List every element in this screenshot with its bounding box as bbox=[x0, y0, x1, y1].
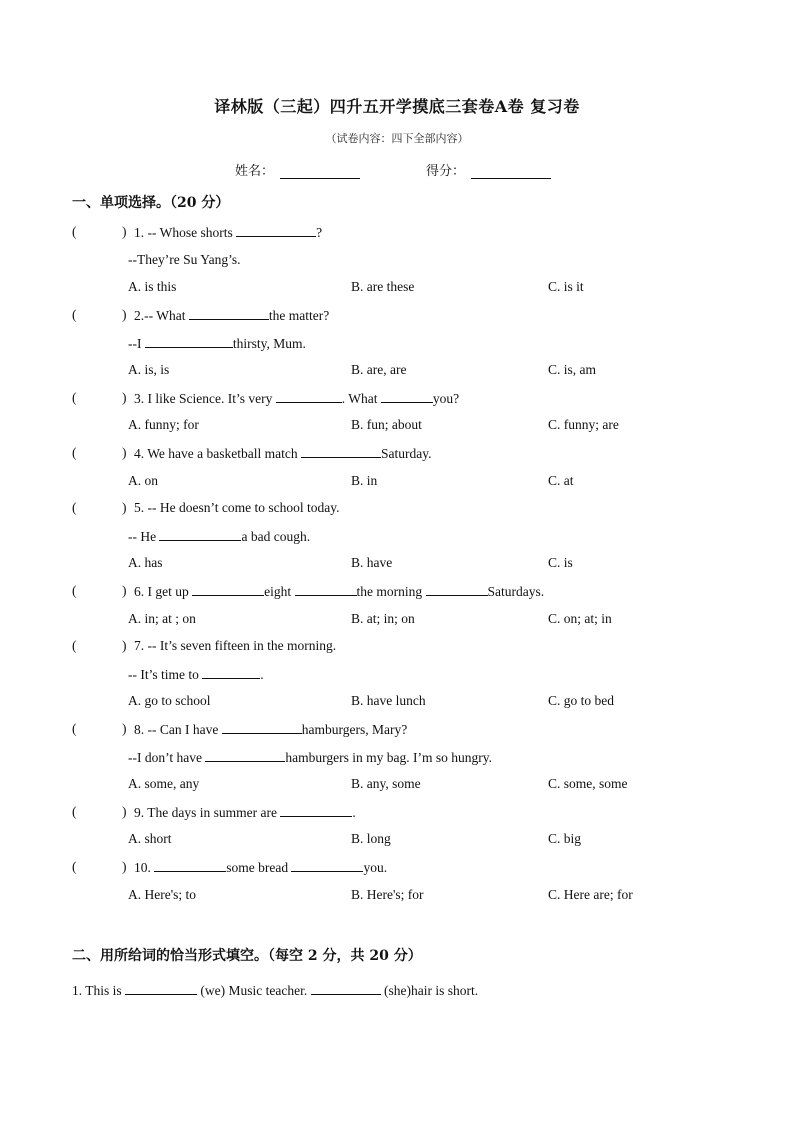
answer-blank[interactable] bbox=[202, 665, 260, 679]
option-b[interactable]: B. any, some bbox=[351, 776, 421, 791]
name-label: 姓名： bbox=[235, 164, 275, 179]
score-field[interactable] bbox=[471, 164, 551, 179]
option-b[interactable]: B. have bbox=[351, 555, 393, 570]
answer-blank[interactable] bbox=[295, 582, 357, 596]
option-c[interactable]: C. is bbox=[548, 555, 573, 570]
answer-blank[interactable] bbox=[189, 306, 269, 320]
fill-question-1: 1. This is (we) Music teacher. (she)hair is short. bbox=[72, 983, 479, 998]
answer-blank[interactable] bbox=[236, 223, 316, 237]
option-a[interactable]: A. go to school bbox=[128, 693, 211, 708]
page-subtitle: （试卷内容：四下全部内容） bbox=[325, 132, 469, 145]
option-a[interactable]: A. on bbox=[128, 473, 158, 488]
answer-blank[interactable] bbox=[205, 748, 285, 762]
option-c[interactable]: C. funny; are bbox=[548, 417, 619, 432]
option-a[interactable]: A. has bbox=[128, 555, 163, 570]
option-a[interactable]: A. funny; for bbox=[128, 417, 199, 432]
page-title: 译林版（三起）四升五开学摸底三套卷A卷 复习卷 bbox=[214, 97, 580, 116]
option-c[interactable]: C. on; at; in bbox=[548, 611, 612, 626]
option-b[interactable]: B. Here's; for bbox=[351, 887, 424, 902]
answer-blank[interactable] bbox=[145, 334, 233, 348]
answer-blank[interactable] bbox=[301, 444, 381, 458]
option-a[interactable]: A. short bbox=[128, 831, 172, 846]
name-field[interactable] bbox=[280, 164, 360, 179]
option-a[interactable]: A. in; at ; on bbox=[128, 611, 196, 626]
option-a[interactable]: A. is this bbox=[128, 279, 177, 294]
option-a[interactable]: A. is, is bbox=[128, 362, 170, 377]
score-label: 得分： bbox=[426, 164, 466, 179]
answer-blank[interactable] bbox=[159, 527, 241, 541]
option-b[interactable]: B. long bbox=[351, 831, 391, 846]
answer-blank[interactable] bbox=[426, 582, 488, 596]
option-c[interactable]: C. some, some bbox=[548, 776, 628, 791]
option-b[interactable]: B. fun; about bbox=[351, 417, 422, 432]
option-c[interactable]: C. is, am bbox=[548, 362, 597, 377]
option-c[interactable]: C. go to bed bbox=[548, 693, 614, 708]
answer-blank[interactable] bbox=[311, 981, 381, 995]
option-a[interactable]: A. some, any bbox=[128, 776, 200, 791]
option-b[interactable]: B. are, are bbox=[351, 362, 407, 377]
answer-blank[interactable] bbox=[291, 858, 363, 872]
option-c[interactable]: C. is it bbox=[548, 279, 584, 294]
answer-blank[interactable] bbox=[125, 981, 197, 995]
answer-blank[interactable] bbox=[280, 803, 352, 817]
answer-blank[interactable] bbox=[276, 389, 342, 403]
option-a[interactable]: A. Here's; to bbox=[128, 887, 197, 902]
dialogue-line: --They’re Su Yang’s. bbox=[128, 252, 241, 267]
answer-blank[interactable] bbox=[154, 858, 226, 872]
option-c[interactable]: C. Here are; for bbox=[548, 887, 633, 902]
answer-blank[interactable] bbox=[222, 720, 302, 734]
option-b[interactable]: B. at; in; on bbox=[351, 611, 415, 626]
option-b[interactable]: B. in bbox=[351, 473, 378, 488]
option-b[interactable]: B. are these bbox=[351, 279, 415, 294]
option-b[interactable]: B. have lunch bbox=[351, 693, 426, 708]
option-c[interactable]: C. at bbox=[548, 473, 574, 488]
answer-blank[interactable] bbox=[192, 582, 264, 596]
option-c[interactable]: C. big bbox=[548, 831, 582, 846]
section-1-heading: 一、单项选择。（20 分） bbox=[72, 195, 230, 211]
answer-blank[interactable] bbox=[381, 389, 433, 403]
student-info bbox=[235, 160, 551, 179]
section-2-heading: 二、用所给词的恰当形式填空。（每空 2 分，共 20 分） bbox=[72, 948, 422, 964]
